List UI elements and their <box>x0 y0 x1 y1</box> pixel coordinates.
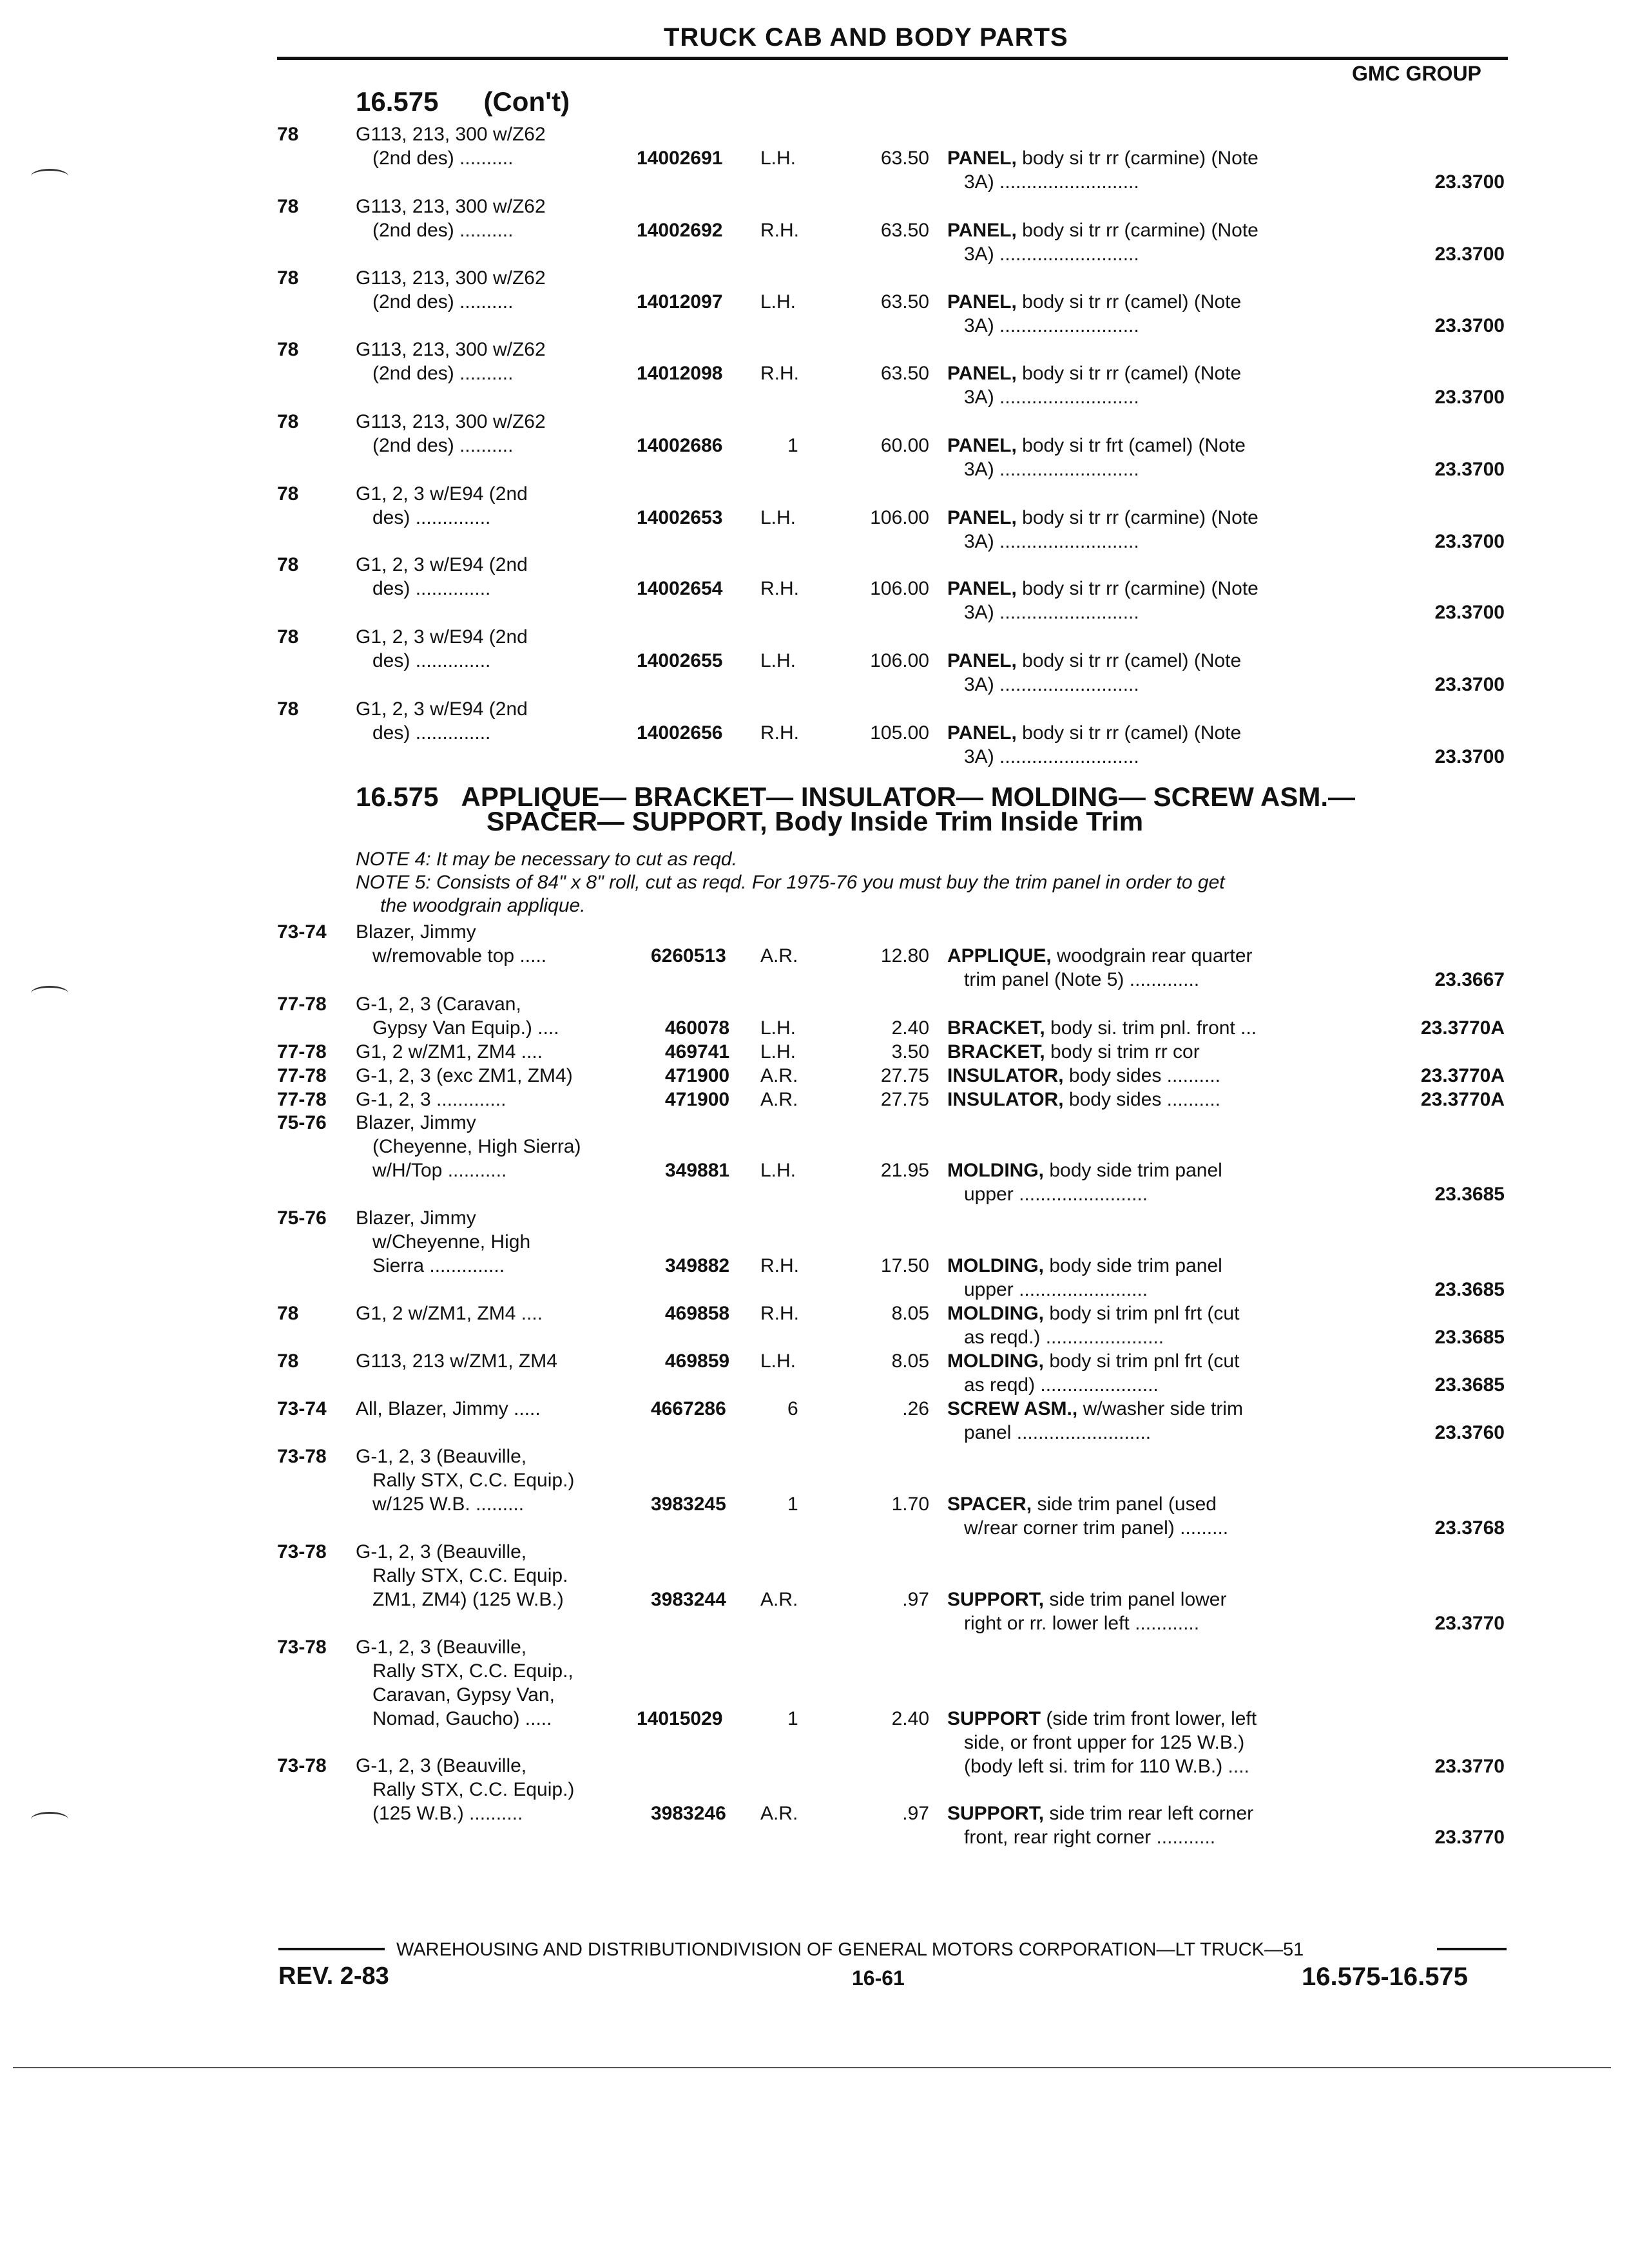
description-continued: (body left si. trim for 110 W.B.) .... <box>964 1756 1249 1777</box>
description <box>947 1040 1200 1064</box>
quantity: 1 <box>787 1708 798 1729</box>
group-number: 23.3700 <box>1434 602 1505 623</box>
part-number: 4667286 <box>651 1398 726 1419</box>
quantity: 6 <box>787 1398 798 1419</box>
description <box>947 361 1241 385</box>
application-line: (2nd des) .......... <box>372 220 514 241</box>
description <box>947 721 1241 745</box>
list-price: 60.00 <box>880 435 929 456</box>
part-number: 349882 <box>665 1255 730 1276</box>
section2-title-line2: SPACER— SUPPORT, Body Inside Trim Inside Trim <box>487 806 1144 836</box>
quantity: 1 <box>787 1494 798 1515</box>
list-price: 27.75 <box>880 1065 929 1086</box>
group-label: GMC GROUP <box>1352 62 1481 85</box>
quantity: 1 <box>787 435 798 456</box>
group-number: 23.3700 <box>1434 244 1505 265</box>
part-name: APPLIQUE, <box>947 945 1052 966</box>
part-number: 469859 <box>665 1350 730 1372</box>
part-number: 14002654 <box>637 578 723 599</box>
group-number: 23.3770A <box>1420 1065 1505 1086</box>
application-line: G113, 213, 300 w/Z62 <box>356 124 546 145</box>
application-line: (2nd des) .......... <box>372 435 514 456</box>
part-number: 14012097 <box>637 291 723 312</box>
list-price: 17.50 <box>880 1255 929 1276</box>
part-number: 14002655 <box>637 650 723 671</box>
part-detail: body side trim panel <box>1044 1255 1222 1276</box>
note-5: NOTE 5: Consists of 84" x 8" roll, cut as reqd. For 1975-76 you must buy the trim panel in order to get <box>356 872 1225 893</box>
part-detail: body si trim rr cor <box>1045 1041 1200 1062</box>
list-price: 63.50 <box>880 220 929 241</box>
quantity: L.H. <box>760 1041 796 1062</box>
part-name: PANEL, <box>947 722 1017 744</box>
quantity: R.H. <box>760 363 799 384</box>
part-detail: body si. trim pnl. front ... <box>1045 1017 1257 1039</box>
part-name: PANEL, <box>947 291 1017 312</box>
quantity: A.R. <box>760 1803 798 1824</box>
application-line: Blazer, Jimmy <box>356 1112 476 1133</box>
part-detail: body si tr rr (carmine) (Note <box>1016 220 1258 241</box>
application-line: G-1, 2, 3 (Beauville, <box>356 1637 527 1658</box>
model-year: 77-78 <box>277 994 327 1015</box>
quantity: L.H. <box>760 650 796 671</box>
group-number: 23.3770A <box>1420 1017 1505 1039</box>
model-year: 78 <box>277 1303 299 1324</box>
list-price: 8.05 <box>891 1303 929 1324</box>
part-number: 14002653 <box>637 507 723 528</box>
part-number: 6260513 <box>651 945 726 966</box>
model-year: 77-78 <box>277 1089 327 1110</box>
application-line: des) .............. <box>372 578 491 599</box>
section-heading-continued <box>356 86 570 117</box>
part-number: 14002656 <box>637 722 723 744</box>
application-line: des) .............. <box>372 722 491 744</box>
list-price: 63.50 <box>880 148 929 169</box>
description <box>947 1088 1220 1111</box>
part-number: 14002691 <box>637 148 723 169</box>
quantity: A.R. <box>760 1589 798 1610</box>
quantity: R.H. <box>760 220 799 241</box>
description <box>947 434 1246 457</box>
part-name: INSULATOR, <box>947 1065 1064 1086</box>
footer-rule-left <box>278 1948 385 1950</box>
section-range: 16.575-16.575 <box>1302 1963 1469 1991</box>
application-line: Nomad, Gaucho) ..... <box>372 1708 552 1729</box>
model-year: 78 <box>277 698 299 720</box>
list-price: .97 <box>902 1803 929 1824</box>
application-line: Gypsy Van Equip.) .... <box>372 1017 559 1039</box>
application-line: G113, 213, 300 w/Z62 <box>356 339 546 360</box>
part-detail: w/washer side trim <box>1077 1398 1243 1419</box>
model-year: 78 <box>277 554 299 575</box>
binder-hole-mark <box>31 1812 68 1827</box>
description <box>947 1064 1220 1088</box>
application-line: G-1, 2, 3 (Beauville, <box>356 1446 527 1467</box>
application-line: G-1, 2, 3 (Beauville, <box>356 1541 527 1562</box>
description <box>947 1802 1253 1825</box>
note-4: NOTE 4: It may be necessary to cut as reqd. <box>356 849 737 870</box>
part-name: MOLDING, <box>947 1350 1044 1372</box>
note-5-continued: the woodgrain applique. <box>380 895 586 916</box>
part-detail: (side trim front lower, left <box>1041 1708 1257 1729</box>
part-number: 460078 <box>665 1017 730 1039</box>
application-line: (2nd des) .......... <box>372 291 514 312</box>
application-line: w/Cheyenne, High <box>372 1231 531 1253</box>
group-number: 23.3700 <box>1434 531 1505 552</box>
application-line: All, Blazer, Jimmy ..... <box>356 1398 541 1419</box>
group-number: 23.3770 <box>1434 1613 1505 1634</box>
part-name: PANEL, <box>947 435 1017 456</box>
list-price: 12.80 <box>880 945 929 966</box>
application-line: Sierra .............. <box>372 1255 505 1276</box>
section2-heading <box>356 782 1356 836</box>
model-year: 75-76 <box>277 1207 327 1229</box>
application-line: Rally STX, C.C. Equip. <box>372 1565 568 1586</box>
group-number: 23.3700 <box>1434 459 1505 480</box>
model-year: 78 <box>277 483 299 505</box>
application-line: G1, 2 w/ZM1, ZM4 .... <box>356 1041 543 1062</box>
description <box>947 506 1258 530</box>
quantity: A.R. <box>760 1089 798 1110</box>
model-year: 78 <box>277 411 299 432</box>
part-detail: body si tr rr (camel) (Note <box>1016 650 1242 671</box>
quantity: L.H. <box>760 507 796 528</box>
model-year: 77-78 <box>277 1065 327 1086</box>
application-line: G1, 2, 3 w/E94 (2nd <box>356 483 528 505</box>
description <box>947 944 1253 968</box>
part-number: 14012098 <box>637 363 723 384</box>
part-detail: body sides .......... <box>1063 1089 1221 1110</box>
part-number: 14015029 <box>637 1708 723 1729</box>
part-detail: woodgrain rear quarter <box>1051 945 1253 966</box>
quantity: A.R. <box>760 1065 798 1086</box>
description-continued: right or rr. lower left ............ <box>964 1613 1200 1634</box>
part-detail: side trim panel lower <box>1044 1589 1227 1610</box>
description-continued: 3A) .......................... <box>964 674 1139 695</box>
section-number: 16.575 <box>356 86 439 117</box>
group-number: 23.3700 <box>1434 315 1505 336</box>
part-number: 469858 <box>665 1303 730 1324</box>
part-number: 471900 <box>665 1089 730 1110</box>
quantity: R.H. <box>760 1255 799 1276</box>
description <box>947 1397 1243 1421</box>
description-continued: front, rear right corner ........... <box>964 1827 1216 1848</box>
part-detail: body si tr rr (carmine) (Note <box>1016 578 1258 599</box>
quantity: R.H. <box>760 578 799 599</box>
part-number: 3983244 <box>651 1589 726 1610</box>
part-detail: side trim panel (used <box>1032 1494 1217 1515</box>
description-continued: 3A) .......................... <box>964 602 1139 623</box>
group-number: 23.3770 <box>1434 1756 1505 1777</box>
application-line: G-1, 2, 3 (Beauville, <box>356 1755 527 1776</box>
group-number: 23.3700 <box>1434 674 1505 695</box>
model-year: 78 <box>277 124 299 145</box>
model-year: 75-76 <box>277 1112 327 1133</box>
revision-label: REV. 2-83 <box>278 1963 389 1990</box>
application-line: des) .............. <box>372 507 491 528</box>
list-price: 105.00 <box>870 722 929 744</box>
application-line: G-1, 2, 3 ............. <box>356 1089 506 1110</box>
model-year: 73-78 <box>277 1446 327 1467</box>
part-name: BRACKET, <box>947 1017 1045 1039</box>
page-number: 16-61 <box>852 1966 905 1990</box>
part-detail: side trim rear left corner <box>1044 1803 1254 1824</box>
list-price: 1.70 <box>891 1494 929 1515</box>
application-line: G1, 2, 3 w/E94 (2nd <box>356 626 528 648</box>
part-name: SUPPORT, <box>947 1589 1045 1610</box>
part-name: PANEL, <box>947 578 1017 599</box>
part-detail: body si tr rr (camel) (Note <box>1016 722 1242 744</box>
application-line: G113, 213, 300 w/Z62 <box>356 411 546 432</box>
section2-title-line1: APPLIQUE— BRACKET— INSULATOR— MOLDING— SCREW ASM.— <box>461 782 1356 812</box>
part-number: 469741 <box>665 1041 730 1062</box>
model-year: 77-78 <box>277 1041 327 1062</box>
application-line: (2nd des) .......... <box>372 363 514 384</box>
list-price: 8.05 <box>891 1350 929 1372</box>
list-price: 106.00 <box>870 650 929 671</box>
header-rule <box>277 57 1508 60</box>
application-line: w/removable top ..... <box>372 945 547 966</box>
group-number: 23.3685 <box>1434 1374 1505 1396</box>
model-year: 73-78 <box>277 1637 327 1658</box>
section2-notes <box>356 848 1225 918</box>
part-number: 471900 <box>665 1065 730 1086</box>
model-year: 78 <box>277 339 299 360</box>
group-number: 23.3768 <box>1434 1517 1505 1539</box>
part-detail: body si trim pnl frt (cut <box>1044 1350 1240 1372</box>
description-continued: w/rear corner trim panel) ......... <box>964 1517 1229 1539</box>
section2-number: 16.575 <box>356 782 439 812</box>
list-price: .26 <box>902 1398 929 1419</box>
application-line: G1, 2 w/ZM1, ZM4 .... <box>356 1303 543 1324</box>
quantity: L.H. <box>760 1350 796 1372</box>
application-line: G-1, 2, 3 (exc ZM1, ZM4) <box>356 1065 573 1086</box>
description <box>947 1158 1222 1182</box>
part-name: PANEL, <box>947 363 1017 384</box>
list-price: 2.40 <box>891 1708 929 1729</box>
model-year: 78 <box>277 1350 299 1372</box>
quantity: L.H. <box>760 148 796 169</box>
part-name: MOLDING, <box>947 1160 1044 1181</box>
model-year: 78 <box>277 267 299 289</box>
part-detail: body si tr frt (camel) (Note <box>1016 435 1246 456</box>
application-line: Rally STX, C.C. Equip.) <box>372 1470 575 1491</box>
application-line: (Cheyenne, High Sierra) <box>372 1136 581 1157</box>
description <box>947 577 1258 601</box>
application-line: Blazer, Jimmy <box>356 1207 476 1229</box>
part-name: BRACKET, <box>947 1041 1045 1062</box>
application-line: (125 W.B.) .......... <box>372 1803 523 1824</box>
application-line: (2nd des) .......... <box>372 148 514 169</box>
description-continued: as reqd.) ...................... <box>964 1327 1164 1348</box>
application-line: G1, 2, 3 w/E94 (2nd <box>356 554 528 575</box>
application-line: Rally STX, C.C. Equip.) <box>372 1779 575 1800</box>
part-detail: body si tr rr (carmine) (Note <box>1016 507 1258 528</box>
part-number: 14002692 <box>637 220 723 241</box>
footer-publisher-line: WAREHOUSING AND DISTRIBUTIONDIVISION OF GENERAL MOTORS CORPORATION—LT TRUCK—51 <box>396 1939 1304 1960</box>
part-name: INSULATOR, <box>947 1089 1064 1110</box>
application-line: G113, 213, 300 w/Z62 <box>356 267 546 289</box>
list-price: 63.50 <box>880 291 929 312</box>
group-number: 23.3700 <box>1434 171 1505 193</box>
model-year: 73-78 <box>277 1755 327 1776</box>
description-continued: upper ........................ <box>964 1184 1148 1205</box>
model-year: 78 <box>277 196 299 217</box>
binder-hole-mark <box>31 169 68 184</box>
part-detail: body si tr rr (carmine) (Note <box>1016 148 1258 169</box>
model-year: 73-78 <box>277 1541 327 1562</box>
part-detail: body sides .......... <box>1063 1065 1221 1086</box>
part-detail: body side trim panel <box>1044 1160 1222 1181</box>
part-number: 3983246 <box>651 1803 726 1824</box>
part-number: 14002686 <box>637 435 723 456</box>
list-price: 3.50 <box>891 1041 929 1062</box>
application-line: w/H/Top ........... <box>372 1160 507 1181</box>
list-price: 106.00 <box>870 578 929 599</box>
group-number: 23.3700 <box>1434 387 1505 408</box>
application-line: ZM1, ZM4) (125 W.B.) <box>372 1589 564 1610</box>
list-price: 21.95 <box>880 1160 929 1181</box>
model-year: 78 <box>277 626 299 648</box>
part-name: SUPPORT, <box>947 1803 1045 1824</box>
quantity: R.H. <box>760 1303 799 1324</box>
page-header-title: TRUCK CAB AND BODY PARTS <box>664 23 1068 52</box>
description-continued: trim panel (Note 5) ............. <box>964 969 1200 990</box>
part-number: 349881 <box>665 1160 730 1181</box>
part-detail: body si tr rr (camel) (Note <box>1016 363 1242 384</box>
application-line: G113, 213 w/ZM1, ZM4 <box>356 1350 557 1372</box>
application-line: G113, 213, 300 w/Z62 <box>356 196 546 217</box>
scan-edge-line <box>13 2067 1611 2068</box>
model-year: 73-74 <box>277 1398 327 1419</box>
part-name: PANEL, <box>947 507 1017 528</box>
part-name: PANEL, <box>947 220 1017 241</box>
group-number: 23.3770A <box>1420 1089 1505 1110</box>
list-price: .97 <box>902 1589 929 1610</box>
part-name: MOLDING, <box>947 1255 1044 1276</box>
quantity: R.H. <box>760 722 799 744</box>
application-line: G-1, 2, 3 (Caravan, <box>356 994 521 1015</box>
description <box>947 1302 1239 1325</box>
description-continued: 3A) .......................... <box>964 531 1139 552</box>
part-detail: body si tr rr (camel) (Note <box>1016 291 1242 312</box>
part-name: PANEL, <box>947 148 1017 169</box>
group-number: 23.3685 <box>1434 1279 1505 1300</box>
list-price: 106.00 <box>870 507 929 528</box>
description-continued: upper ........................ <box>964 1279 1148 1300</box>
group-number: 23.3685 <box>1434 1184 1505 1205</box>
quantity: A.R. <box>760 945 798 966</box>
description-continued: 3A) .......................... <box>964 387 1139 408</box>
application-line: G1, 2, 3 w/E94 (2nd <box>356 698 528 720</box>
application-line: w/125 W.B. ......... <box>372 1494 525 1515</box>
description-continued: 3A) .......................... <box>964 244 1139 265</box>
group-number: 23.3700 <box>1434 746 1505 767</box>
description-continued: 3A) .......................... <box>964 459 1139 480</box>
binder-hole-mark <box>31 986 68 1001</box>
description <box>947 290 1241 314</box>
application-line: Caravan, Gypsy Van, <box>372 1684 555 1706</box>
model-year: 73-74 <box>277 921 327 943</box>
description <box>947 1492 1217 1516</box>
application-line: Blazer, Jimmy <box>356 921 476 943</box>
part-name: SCREW ASM., <box>947 1398 1078 1419</box>
quantity: L.H. <box>760 1160 796 1181</box>
part-name: PANEL, <box>947 650 1017 671</box>
part-number: 3983245 <box>651 1494 726 1515</box>
description-continued: 3A) .......................... <box>964 315 1139 336</box>
description <box>947 146 1258 170</box>
group-number: 23.3685 <box>1434 1327 1505 1348</box>
quantity: L.H. <box>760 291 796 312</box>
application-line: Rally STX, C.C. Equip., <box>372 1660 574 1682</box>
description-continued: panel ......................... <box>964 1422 1152 1443</box>
part-name: SUPPORT <box>947 1708 1041 1729</box>
group-number: 23.3770 <box>1434 1827 1505 1848</box>
list-price: 27.75 <box>880 1089 929 1110</box>
group-number: 23.3760 <box>1434 1422 1505 1443</box>
description <box>947 1016 1257 1040</box>
description <box>947 1254 1222 1278</box>
group-number: 23.3667 <box>1434 969 1505 990</box>
quantity: L.H. <box>760 1017 796 1039</box>
part-detail: body si trim pnl frt (cut <box>1044 1303 1240 1324</box>
description <box>947 649 1241 673</box>
list-price: 63.50 <box>880 363 929 384</box>
description-continued: 3A) .......................... <box>964 746 1139 767</box>
footer-rule-right <box>1437 1948 1507 1950</box>
description <box>947 1707 1257 1731</box>
description-continued: 3A) .......................... <box>964 171 1139 193</box>
application-line: des) .............. <box>372 650 491 671</box>
description <box>947 218 1258 242</box>
part-name: MOLDING, <box>947 1303 1044 1324</box>
section-title: (Con't) <box>483 86 570 117</box>
description-continued: as reqd) ...................... <box>964 1374 1159 1396</box>
description <box>947 1349 1239 1373</box>
part-name: SPACER, <box>947 1494 1032 1515</box>
description-continued: side, or front upper for 125 W.B.) <box>964 1732 1245 1753</box>
description <box>947 1588 1226 1611</box>
list-price: 2.40 <box>891 1017 929 1039</box>
